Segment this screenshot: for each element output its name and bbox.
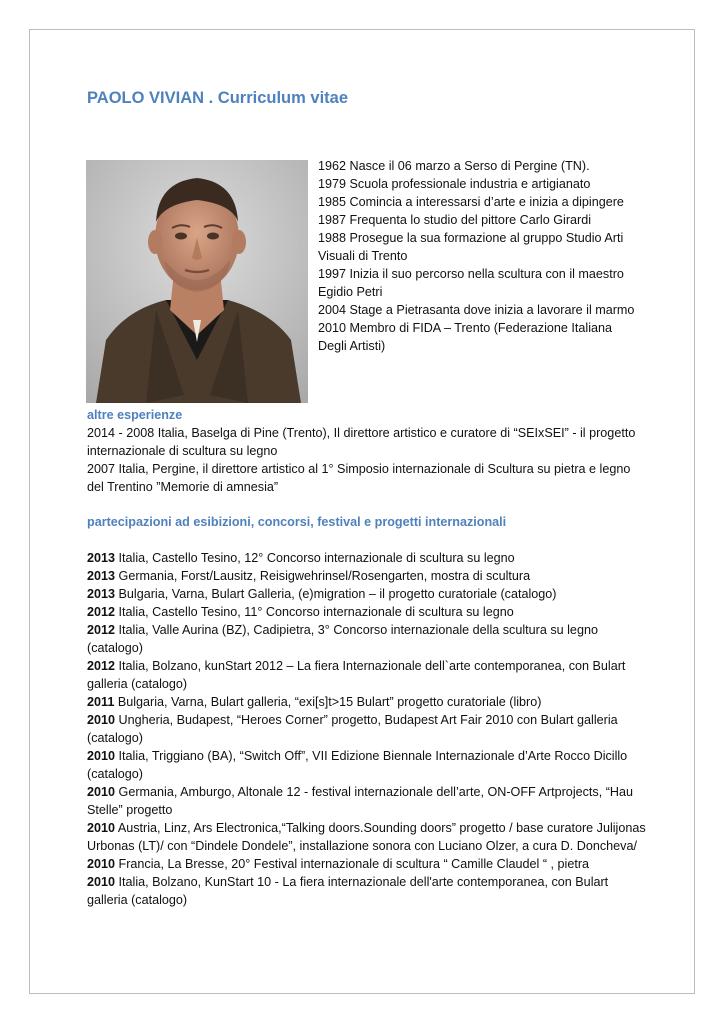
exhibitions-heading: partecipazioni ad esibizioni, concorsi, festival e progetti internazionali [87,515,507,529]
exhibition-item [87,855,647,873]
timeline-list [318,157,643,355]
exhibition-item [87,621,647,657]
timeline-entry: 2004 Stage a Pietrasanta dove inizia a lavorare il marmo [318,303,635,317]
exhibition-text: Italia, Castello Tesino, 12° Concorso internazionale di scultura su legno [115,551,515,565]
exhibition-item [87,549,647,567]
exhibition-item [87,657,647,693]
timeline-entry: 1997 Inizia il suo percorso nella scultura con il maestro Egidio Petri [318,267,624,299]
exhibition-item [87,567,647,585]
exhibition-text: Ungheria, Budapest, “Heroes Corner” progetto, Budapest Art Fair 2010 con Bulart galleria (catalogo) [87,713,618,745]
exhibition-year: 2013 [87,551,116,565]
exhibition-text: Italia, Castello Tesino, 11° Concorso internazionale di scultura su legno [115,605,514,619]
exhibition-text: Austria, Linz, Ars Electronica,“Talking doors.Sounding doors” progetto / base curatore Julijonas Urbonas (LT)/ con “Dindele Dondele”, installazione sonora con Luciano Olzer, a cura D. Doncheva/ [87,821,646,853]
exhibition-year: 2010 [87,875,116,889]
exhibition-year: 2010 [87,857,116,871]
exhibition-year: 2010 [87,785,116,799]
experience-item: 2007 Italia, Pergine, il direttore artistico al 1° Simposio internazionale di Scultura su pietra e legno del Trentino ”Memorie di amnesia” [87,462,631,494]
exhibition-item [87,693,647,711]
exhibition-year: 2011 [87,695,115,709]
exhibition-text: Italia, Triggiano (BA), “Switch Off”, VII Edizione Biennale Internazionale d’Arte Rocco Dicillo (catalogo) [87,749,628,781]
exhibition-item [87,873,647,909]
exhibitions-section [87,513,647,909]
exhibition-item [87,747,647,783]
experience-item: 2014 - 2008 Italia, Baselga di Pine (Trento), Il direttore artistico e curatore di “SEIxSEI” - il progetto internazionale di scultura su legno [87,426,636,458]
exhibition-year: 2010 [87,749,116,763]
timeline-entry: 1979 Scuola professionale industria e artigianato [318,177,591,191]
exhibition-year: 2010 [87,821,116,835]
exhibition-text: Italia, Bolzano, kunStart 2012 – La fiera Internazionale dell`arte contemporanea, con Bulart galleria (catalogo) [87,659,626,691]
timeline-entry: 2010 Membro di FIDA – Trento (Federazione Italiana Degli Artisti) [318,321,613,353]
exhibition-text: Germania, Amburgo, Altonale 12 - festival internazionale dell’arte, ON-OFF Artprojects, “Hau Stelle” progetto [87,785,634,817]
exhibition-list [87,549,647,909]
exhibition-item [87,819,647,855]
exhibition-item [87,711,647,747]
exhibition-text: Italia, Valle Aurina (BZ), Cadipietra, 3° Concorso internazionale della scultura su legno (catalogo) [87,623,598,655]
exhibition-text: Francia, La Bresse, 20° Festival internazionale di scultura “ Camille Claudel “ , pietra [115,857,590,871]
page-title: PAOLO VIVIAN . Curriculum vitae [87,89,348,107]
experiences-section [87,406,647,496]
exhibition-year: 2013 [87,587,116,601]
exhibition-text: Bulgaria, Varna, Bulart galleria, “exi[s]t>15 Bulart” progetto curatoriale (libro) [114,695,542,709]
exhibition-text: Germania, Forst/Lausitz, Reisigwehrinsel/Rosengarten, mostra di scultura [115,569,531,583]
spacer [87,531,647,549]
exhibition-year: 2012 [87,659,116,673]
portrait-photo [86,160,308,403]
exhibition-year: 2010 [87,713,116,727]
exhibition-year: 2012 [87,623,116,637]
exhibition-year: 2013 [87,569,116,583]
exhibition-item [87,783,647,819]
timeline-entry: 1985 Comincia a interessarsi d’arte e inizia a dipingere [318,195,624,209]
exhibition-year: 2012 [87,605,116,619]
exhibition-text: Bulgaria, Varna, Bulart Galleria, (e)migration – il progetto curatoriale (catalogo) [115,587,557,601]
timeline-entry: 1962 Nasce il 06 marzo a Serso di Pergine (TN). [318,159,590,173]
experiences-heading: altre esperienze [87,408,183,422]
exhibition-item [87,585,647,603]
exhibition-text: Italia, Bolzano, KunStart 10 - La fiera internazionale dell'arte contemporanea, con Bulart galleria (catalogo) [87,875,609,907]
timeline-entry: 1987 Frequenta lo studio del pittore Carlo Girardi [318,213,592,227]
exhibition-item [87,603,647,621]
timeline-entry: 1988 Prosegue la sua formazione al gruppo Studio Arti Visuali di Trento [318,231,624,263]
